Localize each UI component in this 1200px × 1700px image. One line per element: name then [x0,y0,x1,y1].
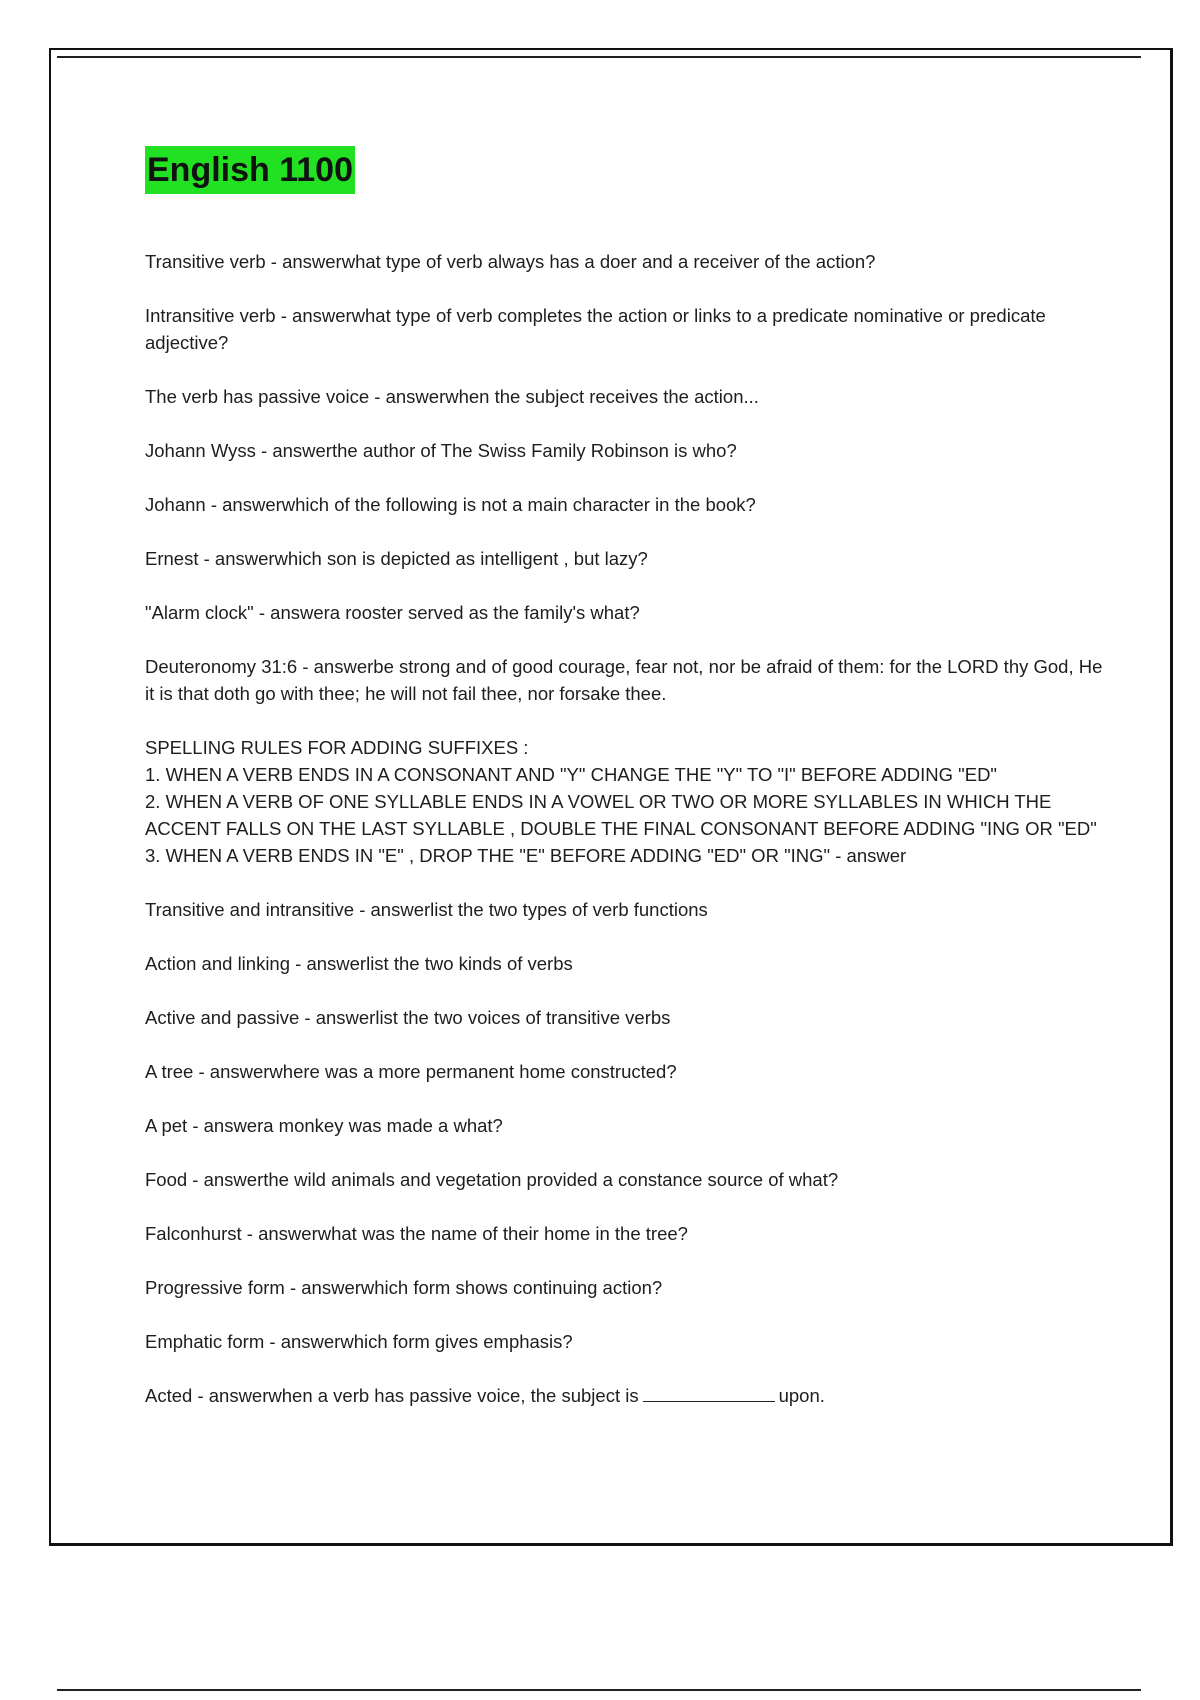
spelling-rule-1: 1. WHEN A VERB ENDS IN A CONSONANT AND "Y" CHANGE THE "Y" TO "I" BEFORE ADDING "ED" [145,764,997,785]
flashcard-entry: Progressive form - answerwhich form shows continuing action? [145,1277,663,1298]
flashcard-entry: Emphatic form - answerwhich form gives emphasis? [145,1331,573,1352]
flashcard-entry: Deuteronomy 31:6 - answerbe strong and of good courage, fear not, nor be afraid of them: for the LORD thy God, He it is that doth go with thee; he will not fail thee, nor forsake thee. [145,656,1103,704]
flashcard-entry: Active and passive - answerlist the two voices of transitive verbs [145,1007,671,1028]
flashcard-entry: The verb has passive voice - answerwhen the subject receives the action... [145,386,759,407]
spelling-rule-2: 2. WHEN A VERB OF ONE SYLLABLE ENDS IN A VOWEL OR TWO OR MORE SYLLABLES IN WHICH THE ACCENT FALLS ON THE LAST SYLLABLE , DOUBLE THE FINAL CONSONANT BEFORE ADDING "ING OR "ED" [145,791,1097,839]
spelling-rules-heading: SPELLING RULES FOR ADDING SUFFIXES : [145,737,529,758]
flashcard-entry: Johann - answerwhich of the following is not a main character in the book? [145,494,756,515]
flashcard-list [145,248,1105,1409]
flashcard-entry: Action and linking - answerlist the two kinds of verbs [145,953,573,974]
document-title: English 1100 [145,146,355,194]
flashcard-entry: "Alarm clock" - answera rooster served as the family's what? [145,602,640,623]
flashcard-entry: Johann Wyss - answerthe author of The Swiss Family Robinson is who? [145,440,737,461]
flashcard-entry: Food - answerthe wild animals and vegetation provided a constance source of what? [145,1169,839,1190]
flashcard-entry: Ernest - answerwhich son is depicted as intelligent , but lazy? [145,548,648,569]
flashcard-entry: Intransitive verb - answerwhat type of verb completes the action or links to a predicate nominative or predicate adjective? [145,305,1046,353]
spelling-rules-entry [145,734,1105,869]
document-body [145,146,1105,1436]
flashcard-entry: A pet - answera monkey was made a what? [145,1115,503,1136]
fill-blank-suffix: upon. [778,1385,825,1406]
flashcard-entry-fill-blank [145,1382,1105,1409]
bottom-rule [57,1689,1141,1691]
flashcard-entry: Transitive and intransitive - answerlist the two types of verb functions [145,899,708,920]
fill-blank-prefix: Acted - answerwhen a verb has passive voice, the subject is [145,1385,639,1406]
answer-blank-line [643,1383,775,1402]
top-rule [57,56,1141,58]
flashcard-entry: A tree - answerwhere was a more permanent home constructed? [145,1061,677,1082]
flashcard-entry: Transitive verb - answerwhat type of verb always has a doer and a receiver of the action? [145,251,876,272]
flashcard-entry: Falconhurst - answerwhat was the name of their home in the tree? [145,1223,688,1244]
spelling-rule-3: 3. WHEN A VERB ENDS IN "E" , DROP THE "E" BEFORE ADDING "ED" OR "ING" - answer [145,845,907,866]
